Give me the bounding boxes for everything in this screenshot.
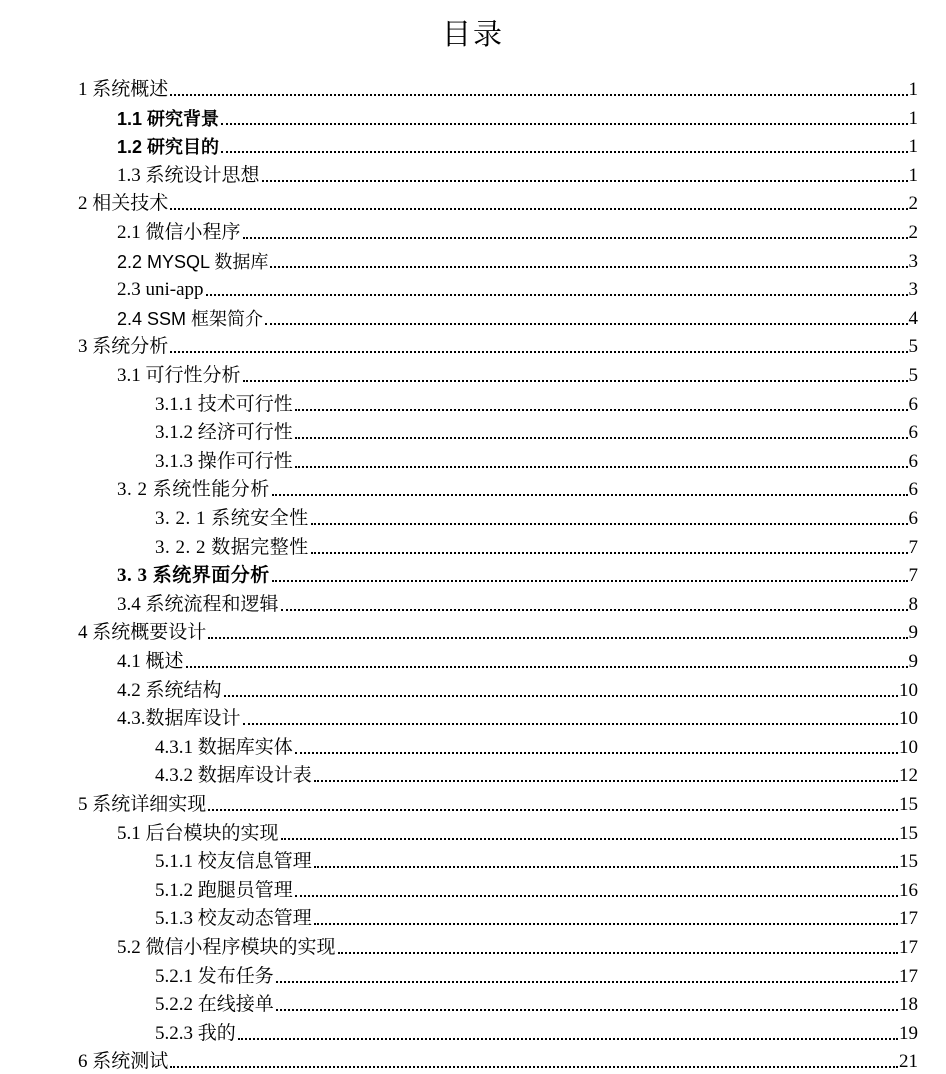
toc-entry-page: 6 (908, 479, 918, 501)
dot-leader (295, 895, 898, 897)
toc-entry[interactable] (155, 961, 918, 989)
toc-entry[interactable] (117, 103, 918, 131)
toc-entry-page: 1 (908, 107, 918, 129)
dot-leader (221, 151, 907, 153)
toc-entry-page: 10 (899, 679, 918, 701)
toc-entry-page: 9 (908, 622, 918, 644)
dot-leader (272, 580, 908, 582)
toc-entry[interactable] (155, 760, 918, 788)
toc-entry-label: 5.1.2 跑腿员管理 (155, 879, 293, 901)
toc-entry-page: 10 (899, 708, 918, 730)
dot-leader (270, 266, 907, 268)
toc-entry[interactable] (117, 932, 918, 960)
toc-entry[interactable] (155, 446, 918, 474)
toc-entry[interactable] (117, 217, 918, 245)
toc-entry-label: 2.1 微信小程序 (117, 222, 241, 243)
toc-entry-page: 19 (899, 1022, 918, 1044)
dot-leader (206, 294, 908, 296)
toc-entry-label: 5.1.1 校友信息管理 (155, 851, 312, 873)
toc-entry-page: 3 (908, 250, 918, 272)
dot-leader (170, 1066, 898, 1068)
toc-entry-page: 1 (908, 164, 918, 186)
dot-leader (295, 466, 908, 468)
toc-entry[interactable] (155, 532, 918, 560)
toc-entry-page: 1 (908, 79, 918, 100)
toc-entry-label: 3. 3 系统界面分析 (117, 565, 270, 587)
toc-entry-label: 5.1.3 校友动态管理 (155, 908, 312, 930)
toc-entry-label: 3.1.1 技术可行性 (155, 393, 293, 415)
page-title: 目录 (441, 17, 504, 51)
toc-entry-page: 15 (899, 822, 918, 844)
toc-entry-page: 7 (908, 565, 918, 587)
dot-leader (281, 609, 908, 611)
toc-entry[interactable] (117, 474, 918, 502)
toc-entry[interactable] (155, 846, 918, 874)
toc-entry[interactable] (155, 903, 918, 931)
toc-entry-label: 5.2.1 发布任务 (155, 965, 274, 987)
toc-entry-label: 2.2 MYSQL 数据库 (117, 251, 269, 272)
dot-leader (170, 208, 907, 210)
toc-entry[interactable] (117, 246, 918, 274)
dot-leader (295, 752, 898, 754)
toc-entry-label: 4.3.2 数据库设计表 (155, 765, 312, 787)
toc-entry-label: 3.1 可行性分析 (117, 365, 241, 386)
toc-entry-page: 6 (908, 422, 918, 444)
toc-entry-page: 1 (908, 136, 918, 158)
toc-entry-label: 3.4 系统流程和逻辑 (117, 593, 279, 615)
toc-entry[interactable] (78, 617, 918, 645)
toc-entry[interactable] (117, 589, 918, 617)
toc-entry[interactable] (78, 331, 918, 359)
toc-entry-label: 1 系统概述 (78, 79, 169, 100)
toc-entry-label: 5.2.3 我的 (155, 1022, 236, 1044)
toc-entry-label: 2 相关技术 (78, 193, 169, 215)
dot-leader (311, 552, 908, 554)
dot-leader (338, 952, 898, 954)
toc-entry[interactable] (155, 989, 918, 1017)
toc-entry-label: 5.2 微信小程序模块的实现 (117, 937, 336, 958)
toc-entry[interactable] (155, 389, 918, 417)
toc-entry-label: 1.1 研究背景 (117, 108, 220, 129)
toc-entry[interactable] (117, 703, 918, 731)
dot-leader (221, 123, 907, 125)
toc-entry-label: 3 系统分析 (78, 336, 169, 358)
toc-entry-page: 4 (908, 307, 918, 329)
toc-entry-label: 3. 2. 2 数据完整性 (155, 536, 309, 558)
toc-entry-label: 4 系统概要设计 (78, 622, 207, 644)
toc-entry-page: 2 (908, 222, 918, 243)
toc-entry-page: 3 (908, 279, 918, 301)
toc-entry-page: 15 (899, 794, 918, 815)
toc-entry-label: 6 系统测试 (78, 1051, 169, 1073)
dot-leader (262, 180, 908, 182)
dot-leader (295, 437, 908, 439)
dot-leader (265, 323, 907, 325)
toc-entry-page: 7 (908, 536, 918, 558)
toc-entry[interactable] (155, 1018, 918, 1046)
toc-entry[interactable] (78, 188, 918, 216)
toc-entry[interactable] (117, 131, 918, 159)
toc-entry-label: 2.4 SSM 框架简介 (117, 308, 264, 329)
dot-leader (276, 981, 898, 983)
toc-entry[interactable] (117, 560, 918, 588)
dot-leader (238, 1038, 898, 1040)
toc-entry-label: 4.3.数据库设计 (117, 708, 241, 730)
toc-entry-page: 6 (908, 508, 918, 529)
dot-leader (314, 923, 898, 925)
toc-entry[interactable] (117, 360, 918, 388)
toc-entry[interactable] (117, 675, 918, 703)
toc-entry[interactable] (155, 417, 918, 445)
toc-entry-label: 4.1 概述 (117, 651, 184, 672)
dot-leader (272, 494, 908, 496)
toc-entry[interactable] (117, 303, 918, 331)
dot-leader (314, 866, 898, 868)
dot-leader (243, 237, 908, 239)
toc-entry[interactable] (155, 503, 918, 531)
toc-entry[interactable] (117, 646, 918, 674)
dot-leader (186, 666, 908, 668)
toc-entry-label: 3.1.2 经济可行性 (155, 422, 293, 444)
dot-leader (170, 94, 907, 96)
toc-entry-page: 17 (899, 965, 918, 987)
toc-entry-label: 1.2 研究目的 (117, 137, 220, 158)
dot-leader (224, 695, 898, 697)
dot-leader (311, 523, 908, 525)
toc-entry-label: 3. 2 系统性能分析 (117, 479, 270, 501)
toc-entry-page: 6 (908, 393, 918, 415)
dot-leader (170, 351, 907, 353)
toc-entry-page: 15 (899, 851, 918, 873)
dot-leader (243, 380, 908, 382)
dot-leader (276, 1009, 898, 1011)
toc-entry[interactable] (78, 789, 918, 817)
toc-entry-page: 9 (908, 651, 918, 672)
toc-entry-page: 2 (908, 193, 918, 215)
dot-leader (208, 637, 907, 639)
toc-entry[interactable] (117, 818, 918, 846)
toc-entry-page: 17 (899, 937, 918, 958)
toc-entry-label: 3.1.3 操作可行性 (155, 450, 293, 472)
dot-leader (314, 780, 898, 782)
toc-entry[interactable] (155, 875, 918, 903)
toc-entry-label: 4.2 系统结构 (117, 679, 222, 701)
toc-entry-page: 18 (899, 994, 918, 1016)
toc-entry-page: 10 (899, 736, 918, 758)
toc-entry-page: 5 (908, 336, 918, 358)
toc-entry-page: 16 (899, 879, 918, 901)
dot-leader (243, 723, 898, 725)
toc-entry-page: 12 (899, 765, 918, 787)
toc-entry-page: 21 (899, 1051, 918, 1073)
toc-entry-label: 1.3 系统设计思想 (117, 164, 260, 186)
toc-entry-page: 8 (908, 593, 918, 615)
toc-entry-label: 3. 2. 1 系统安全性 (155, 508, 309, 529)
dot-leader (208, 809, 898, 811)
toc-entry-label: 4.3.1 数据库实体 (155, 736, 293, 758)
toc-entry-label: 5.1 后台模块的实现 (117, 822, 279, 844)
toc-entry[interactable] (117, 274, 918, 302)
toc-entry-page: 6 (908, 450, 918, 472)
dot-leader (295, 409, 908, 411)
dot-leader (281, 838, 898, 840)
toc-entry[interactable] (117, 160, 918, 188)
toc-entry-label: 5.2.2 在线接单 (155, 994, 274, 1016)
toc-entry-label: 5 系统详细实现 (78, 794, 207, 815)
toc-entry[interactable] (155, 732, 918, 760)
toc-entry-page: 5 (908, 365, 918, 386)
toc-entry-page: 17 (899, 908, 918, 930)
toc-entry[interactable] (78, 74, 918, 102)
toc-entry-label: 2.3 uni-app (117, 279, 204, 301)
